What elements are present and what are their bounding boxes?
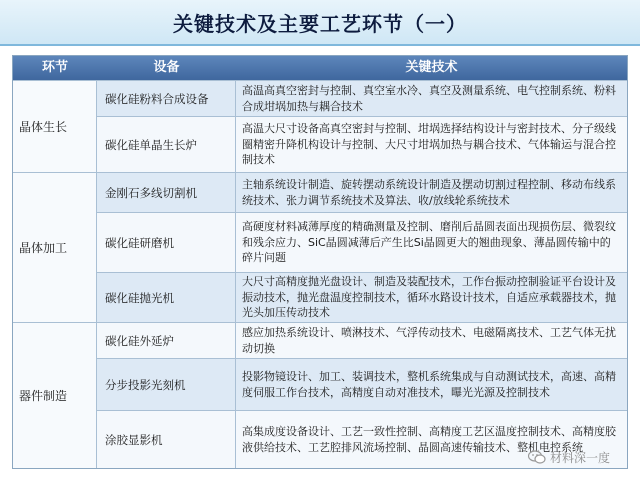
tech-cell: 投影物镜设计、加工、装调技术，整机系统集成与自动测试技术，高速、高精度伺服工作台技术，高精度自动对准技术，曝光光源及控制技术 [242, 370, 616, 399]
equipment-cell: 涂胶显影机 [97, 411, 236, 468]
watermark [528, 444, 638, 470]
equipment-cell: 碳化硅单晶生长炉 [97, 117, 236, 172]
table-row [97, 116, 627, 172]
header-stage: 环节 [41, 60, 68, 75]
watermark-text: 材料深一度 [550, 450, 611, 465]
table-header [13, 56, 627, 80]
equipment-cell: 金刚石多线切割机 [97, 173, 236, 212]
tech-table [12, 55, 628, 469]
page-title: 关键技术及主要工艺环节（一） [173, 12, 467, 36]
tech-cell: 主轴系统设计制造、旋转摆动系统设计制造及摆动切割过程控制、移动布线系统技术、张力调节系统技术及算法、收/放线轮系统技术 [242, 178, 616, 207]
header-key-tech: 关键技术 [405, 60, 458, 75]
table-row [97, 172, 627, 212]
equipment-cell: 碳化硅粉料合成设备 [97, 81, 236, 116]
header-equipment: 设备 [153, 60, 180, 75]
table-row [97, 358, 627, 410]
table-row [97, 80, 627, 116]
stage-crystal-processing: 晶体加工 [13, 172, 97, 322]
tech-cell: 感应加热系统设计、喷淋技术、气浮传动技术、电磁隔离技术、工艺气体无扰动切换 [242, 326, 616, 355]
equipment-cell: 碳化硅外延炉 [97, 323, 236, 358]
table-row [97, 212, 627, 272]
equipment-cell: 碳化硅研磨机 [97, 213, 236, 272]
tech-cell: 高硬度材料减薄厚度的精确测量及控制、磨削后晶圆表面出现损伤层、微裂纹和残余应力、SiC晶圆减薄后产生比Si晶圆更大的翘曲现象、薄晶圆传输中的碎片问题 [242, 220, 616, 265]
table-row [97, 272, 627, 322]
tech-cell: 高温高真空密封与控制、真空室水冷、真空及测量系统、电气控制系统、粉料合成坩埚加热与耦合技术 [242, 84, 616, 113]
stage-device-manufacturing: 器件制造 [13, 322, 97, 468]
tech-cell: 高集成度设备设计、工艺一致性控制、高精度工艺区温度控制技术、高精度胶液供给技术、工艺腔排风流场控制、晶圆高速传输技术、整机电控系统 [242, 425, 616, 454]
title-bar [0, 0, 640, 46]
tech-cell: 高温大尺寸设备高真空密封与控制、坩埚选择结构设计与密封技术、分子级线圈精密升降机构设计与控制、大尺寸坩埚加热与耦合技术、气体输运与混合控制技术 [242, 122, 616, 167]
stage-crystal-growth: 晶体生长 [13, 80, 97, 172]
table-row [97, 322, 627, 358]
wechat-icon [528, 450, 546, 464]
tech-cell: 大尺寸高精度抛光盘设计、制造及装配技术，工作台振动控制验证平台设计及振动技术，抛光盘温度控制技术，循环水路设计技术，自适应承载器技术，抛光头加压传动技术 [242, 275, 616, 320]
equipment-cell: 分步投影光刻机 [97, 359, 236, 410]
equipment-cell: 碳化硅抛光机 [97, 273, 236, 322]
